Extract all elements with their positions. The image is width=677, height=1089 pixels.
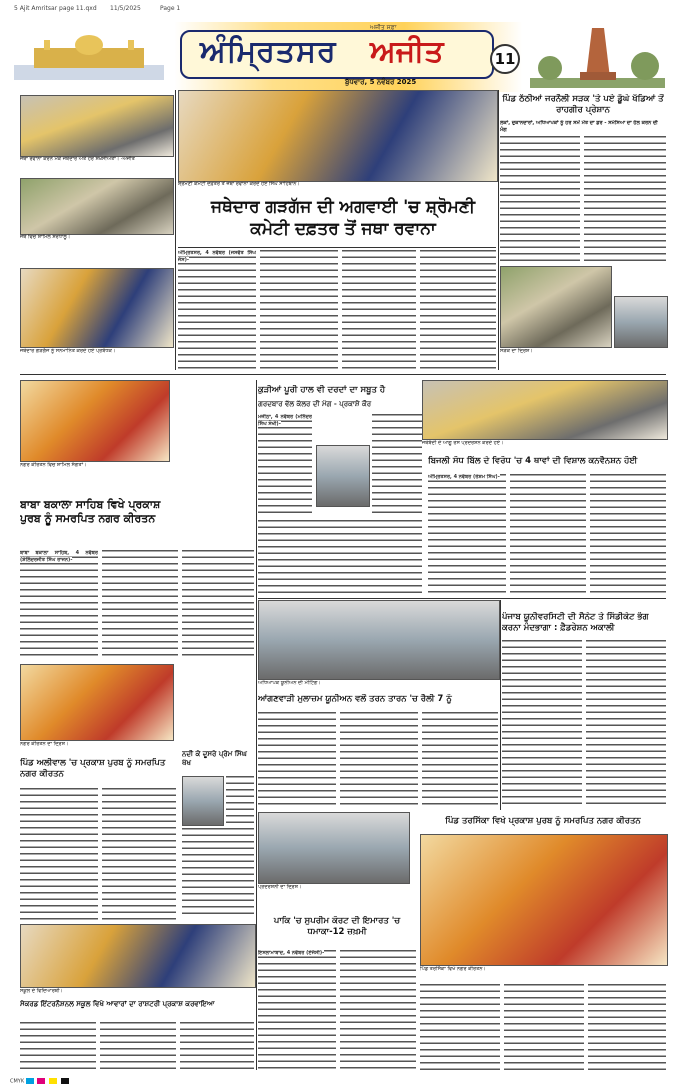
photo-protest bbox=[422, 380, 668, 440]
caption-9: ਸਕੂਲ ਦੇ ਵਿਦਿਆਰਥੀ। bbox=[20, 988, 63, 994]
photo-school-gate bbox=[20, 178, 174, 235]
headline-punjab-uni: ਪੰਜਾਬ ਯੂਨੀਵਰਸਿਟੀ ਦੀ ਸੈਨੇਟ ਤੇ ਸਿੰਡੀਕੇਟ ਭੰਗ ਕਰਨਾ ਮੰਦਭਾਗਾ : ਫ਼ੈਡਰੇਸ਼ਨ ਅਕਾਲੀ bbox=[502, 612, 649, 633]
text-school-2 bbox=[100, 1022, 176, 1074]
text-school-1 bbox=[20, 1022, 96, 1074]
text-bakala-3 bbox=[182, 550, 254, 660]
byline-4: ਅੰਮ੍ਰਿਤਸਰ, 4 ਨਵੰਬਰ (ਰੇਸ਼ਮ ਸਿੰਘ)- bbox=[428, 474, 500, 480]
headline-tarsikka: ਪਿੰਡ ਤਰਸਿੱਕਾ ਵਿਖੇ ਪ੍ਰਕਾਸ਼ ਪੁਰਬ ਨੂੰ ਸਮਰਪਿਤ ਨਗਰ ਕੀਰਤਨ bbox=[445, 816, 641, 826]
byline-3: ਮਜੀਠਾ, 4 ਨਵੰਬਰ (ਮਨਿੰਦਰ ਸਿੰਘ ਸੋਖੀ)- bbox=[258, 414, 312, 427]
byline-2: ਬਾਬਾ ਬਕਾਲਾ ਸਾਹਿਬ, 4 ਨਵੰਬਰ (ਸ਼ੇਲਿੰਦਰਜੀਤ ਸਿੰਘ ਰਾਜਨ)- bbox=[20, 550, 98, 563]
golden-temple-icon bbox=[14, 30, 164, 80]
file-date: 11/5/2025 bbox=[110, 5, 141, 12]
text-road-2 bbox=[584, 136, 666, 264]
text-angan-1 bbox=[258, 712, 336, 808]
headline-baba-bakala: ਬਾਬਾ ਬਕਾਲਾ ਸਾਹਿਬ ਵਿਖੇ ਪ੍ਰਕਾਸ਼ ਪੁਰਬ ਨੂੰ ਸਮਰਪਿਤ ਨਗਰ ਕੀਰਤਨ bbox=[20, 498, 161, 525]
caption-6: ਨਗਰ ਕੀਰਤਨ ਦਾ ਦ੍ਰਿਸ਼। bbox=[20, 741, 69, 747]
text-bijli-2 bbox=[510, 474, 586, 594]
caption-5: ਨਗਰ ਕੀਰਤਨ ਵਿਚ ਸ਼ਾਮਿਲ ਸੰਗਤਾਂ। bbox=[20, 462, 87, 468]
text-bakala-2 bbox=[102, 550, 178, 660]
swatch-cyan bbox=[26, 1078, 34, 1084]
color-label: CMYK bbox=[10, 1078, 25, 1085]
caption-8: ਪ੍ਰਦਰਸ਼ਨੀ ਦਾ ਦ੍ਰਿਸ਼। bbox=[258, 884, 302, 890]
text-bijli-1 bbox=[428, 474, 506, 594]
text-tarsikka-3 bbox=[588, 984, 666, 1070]
headline-main: ਜਥੇਦਾਰ ਗੜਗੱਜ ਦੀ ਅਗਵਾਈ 'ਚ ਸ਼੍ਰੋਮਣੀ ਕਮੇਟੀ ਦਫ਼ਤਰ ਤੋਂ ਜਥਾ ਰਵਾਨਾ bbox=[211, 197, 475, 239]
photo-nagar-kirtan bbox=[20, 664, 174, 741]
text-ali-1 bbox=[20, 788, 98, 920]
caption-12: ਪਿੰਡ ਤਰਸਿੱਕਾ ਵਿਖੇ ਨਗਰ ਕੀਰਤਨ। bbox=[420, 966, 486, 972]
masthead-name-amritsar: ਅੰਮ੍ਰਿਤਸਰ bbox=[200, 34, 337, 69]
masthead-date: ਬੁੱਧਵਾਰ, 5 ਨਵੰਬਰ 2025 bbox=[345, 78, 417, 86]
text-nadi-1 bbox=[226, 776, 254, 824]
photo-crowd bbox=[258, 600, 500, 680]
text-tarsikka-1 bbox=[420, 984, 500, 1070]
text-tarsikka-2 bbox=[504, 984, 584, 1070]
caption-11: ਸੜਕ ਦਾ ਦ੍ਰਿਸ਼। bbox=[500, 348, 533, 354]
caption-14: ਅਧਿਆਪਕ ਯੂਨੀਅਨ ਦੀ ਮੀਟਿੰਗ। bbox=[258, 680, 321, 686]
rule bbox=[500, 600, 501, 810]
photo-honour bbox=[20, 268, 174, 348]
caption-10: ਜਥੇਬੰਦੀ ਦੇ ਆਗੂ ਰੋਸ ਪ੍ਰਦਰਸ਼ਨ ਕਰਦੇ ਹੋਏ। bbox=[422, 440, 504, 446]
text-col-2 bbox=[260, 250, 338, 370]
swatch-magenta bbox=[37, 1078, 45, 1084]
rule bbox=[20, 374, 666, 375]
swatch-yellow bbox=[49, 1078, 57, 1084]
file-label: 5 Ajit Amritsar page 11.qxd bbox=[14, 5, 97, 12]
photo-exhibition bbox=[258, 812, 410, 884]
text-kuljit-3 bbox=[258, 520, 422, 596]
rule bbox=[256, 380, 257, 1070]
subhead-road: ਲੋਕਾਂ, ਦੁਕਾਨਦਾਰਾਂ, ਅਧਿਆਪਕਾਂ ਨੂੰ ਹਰ ਸਮੇਂ ਮੌਤ ਦਾ ਡਰ - ਸਮੱਸਿਆ ਦਾ ਹੱਲ ਕਰਨ ਦੀ ਮੰਗ bbox=[500, 120, 658, 133]
headline-kuljit: ਕੁੜੀਆਂ ਪੂਰੀ ਹਾਲ ਵੀ ਦਰਦਾਂ ਦਾ ਸਬੂਤ ਹੈ bbox=[258, 385, 386, 395]
text-pak-2 bbox=[340, 950, 416, 1070]
caption-3: ਜਥੇ ਵਿਚ ਸ਼ਾਮਿਲ ਸ਼ਰਧਾਲੂ। bbox=[20, 234, 71, 240]
text-school-3 bbox=[180, 1022, 254, 1074]
caption-4: ਜਥੇਦਾਰ ਗੜਗੱਜ ਨੂੰ ਸਨਮਾਨਿਤ ਕਰਦੇ ਹੋਏ ਪ੍ਰਬੰਧਕ। bbox=[20, 348, 116, 354]
photo-procession-1 bbox=[20, 380, 170, 462]
jallianwala-memorial-icon bbox=[530, 28, 665, 88]
headline-pakistan: ਪਾਕਿ 'ਚ ਸੁਪਰੀਮ ਕੋਰਟ ਦੀ ਇਮਾਰਤ 'ਚ ਧਮਾਕਾ-12 ਜ਼ਖ਼ਮੀ bbox=[273, 916, 401, 937]
headline-bijli: ਬਿਜਲੀ ਸੋਧ ਬਿੱਲ ਦੇ ਵਿਰੋਧ 'ਚ 4 ਥਾਵਾਂ ਦੀ ਵਿਸ਼ਾਲ ਕਨਵੈਨਸ਼ਨ ਹੋਈ bbox=[428, 456, 638, 466]
photo-portrait-2 bbox=[182, 776, 224, 826]
text-angan-2 bbox=[340, 712, 418, 808]
text-pu-1 bbox=[502, 640, 582, 808]
photo-road bbox=[500, 266, 612, 348]
headline-anganwadi: ਆਂਗਣਵਾੜੀ ਮੁਲਾਜ਼ਮ ਯੂਨੀਅਨ ਵਲੋਂ ਤਰਨ ਤਾਰਨ 'ਚ ਰੈਲੀ 7 ਨੂੰ bbox=[258, 694, 452, 704]
masthead-subtitle: ਅਜੀਤ ਸਫ਼ਾ bbox=[370, 24, 397, 31]
photo-kuljit bbox=[316, 445, 370, 507]
rule bbox=[175, 90, 176, 370]
headline-nadi: ਨਦੀ ਕੇ ਦੂਸਰੇ ਪ੍ਰੇਮ ਸਿੰਘ ਖੱਖ bbox=[182, 750, 247, 767]
text-ali-2 bbox=[102, 788, 176, 920]
print-color-bar bbox=[10, 1078, 667, 1086]
headline-ali: ਪਿੰਡ ਅਲੀਵਾਲ 'ਚ ਪ੍ਰਕਾਸ਼ ਪੁਰਬ ਨੂੰ ਸਮਰਪਿਤ ਨਗਰ ਕੀਰਤਨ bbox=[20, 758, 166, 779]
masthead-name-ajit: ਅਜੀਤ bbox=[370, 34, 444, 69]
text-pu-2 bbox=[586, 640, 666, 808]
photo-school bbox=[20, 924, 256, 988]
caption-1: ਜਥਾ ਰਵਾਨਾ ਕਰਨ ਮੌਕੇ ਜਥੇਦਾਰ ਅਤੇ ਹੋਰ ਸ਼ਖ਼ਸੀਅਤਾਂ। -ਅਜੀਤ bbox=[20, 156, 135, 162]
caption-2: ਸ਼੍ਰੋਮਣੀ ਕਮੇਟੀ ਦਫ਼ਤਰ ਤੋਂ ਜਥਾ ਰਵਾਨਾ ਕਰਦੇ ਹੋਏ ਸਿੰਘ ਸਾਹਿਬਾਨ। bbox=[178, 181, 300, 187]
text-angan-3 bbox=[422, 712, 498, 808]
text-col-4 bbox=[420, 250, 496, 370]
photo-portrait-1 bbox=[614, 296, 668, 348]
text-nadi-2 bbox=[182, 828, 254, 918]
headline-school: ਸੇਕਰਡ ਇੰਟਰਨੈਸ਼ਨਲ ਸਕੂਲ ਵਿਖੇ ਆਵਾਰਾਂ ਦਾ ਰਾਸ਼ਟਰੀ ਪ੍ਰਕਾਸ਼ ਕਰਵਾਇਆ bbox=[20, 1000, 215, 1008]
text-bakala-1 bbox=[20, 550, 98, 660]
byline-1: ਅੰਮ੍ਰਿਤਸਰ, 4 ਨਵੰਬਰ (ਜਸਵੰਤ ਸਿੰਘ ਜੱਸ)- bbox=[178, 250, 256, 263]
rule bbox=[258, 598, 666, 599]
print-info-strip bbox=[0, 0, 677, 20]
rule bbox=[178, 247, 496, 248]
page-label: Page 1 bbox=[160, 5, 181, 12]
text-bijli-3 bbox=[590, 474, 666, 594]
text-kuljit-2 bbox=[372, 414, 422, 514]
text-kuljit-1 bbox=[258, 414, 312, 514]
subhead-kuljit: ਗਰਦਬਾਰ ਵੱਲ ਕੱਲਰ ਦੀ ਮੰਗ - ਪ੍ਰਕਾਸ਼ੋ ਕੌਰ bbox=[258, 400, 372, 408]
photo-jathedar-meeting bbox=[20, 95, 174, 157]
byline-5: ਇਸਲਾਮਾਬਾਦ, 4 ਨਵੰਬਰ (ਏਜੰਸੀ)- bbox=[258, 950, 325, 956]
text-col-1 bbox=[178, 250, 256, 370]
text-col-3 bbox=[342, 250, 416, 370]
rule bbox=[498, 90, 499, 370]
photo-tarsikka bbox=[420, 834, 668, 966]
page-number: 11 bbox=[490, 44, 520, 74]
text-pak-1 bbox=[258, 950, 336, 1070]
photo-jatha-main bbox=[178, 90, 498, 182]
headline-road: ਪਿੰਡ ਠੱਠੀਆਂ ਜਰਨੈਲੀ ਸੜਕ 'ਤੇ ਪਏ ਡੂੰਘੇ ਖੱਡਿਆਂ ਤੋਂ ਰਾਹਗੀਰ ਪ੍ਰੇਸ਼ਾਨ bbox=[502, 94, 664, 115]
text-road-1 bbox=[500, 136, 580, 264]
swatch-black bbox=[61, 1078, 69, 1084]
